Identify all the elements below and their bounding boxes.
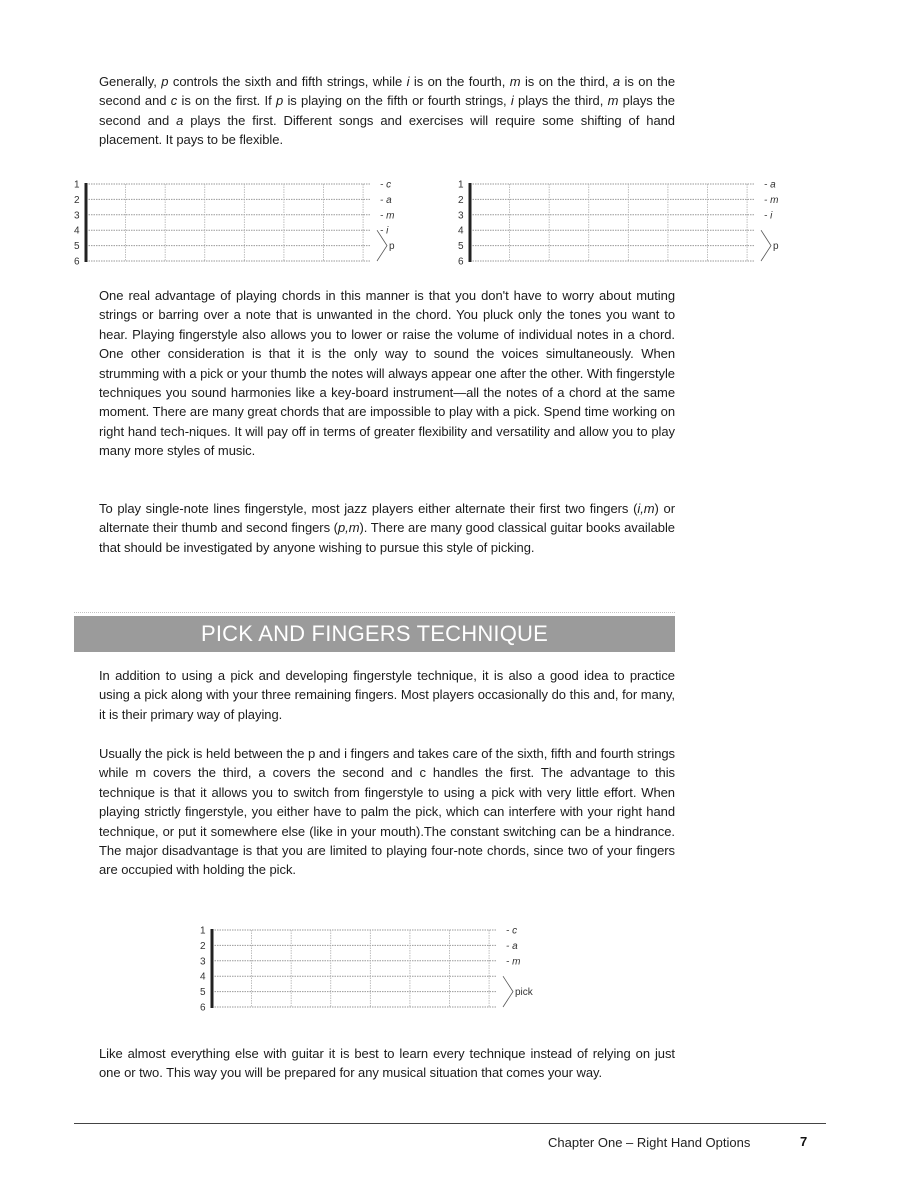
diagram-svg xyxy=(74,176,419,268)
text-span: plays the first. Different songs and exercises will require some shifting of hand placement. It pays to be flexible. xyxy=(99,112,675,148)
footer-rule xyxy=(74,1123,826,1124)
string-diagram-fingers-left xyxy=(74,176,419,268)
string-number: 3 xyxy=(458,210,464,222)
string-number: 1 xyxy=(458,179,464,191)
string-number: 4 xyxy=(74,225,80,237)
thumb-bracket xyxy=(761,230,771,261)
thumb-label: pick xyxy=(515,987,533,999)
paragraph-conclusion: Like almost everything else with guitar it is best to learn every technique instead of relying on just one or two. This way you will be prepared for any musical situation that comes your way. xyxy=(99,1046,675,1081)
text-span: ). There are many good classical guitar books available that should be investigated by anyone wishing to pursue this style of picking. xyxy=(99,520,675,555)
diagram-svg xyxy=(200,922,545,1014)
text-span: To play single-note lines fingerstyle, most jazz players either alternate their first two fingers ( xyxy=(99,501,638,516)
finger-letters: p,m xyxy=(337,520,360,536)
finger-label: - a xyxy=(764,179,776,191)
finger-label: - i xyxy=(764,210,773,222)
thumb-label: p xyxy=(389,241,395,253)
text-span: ) or alternate their thumb and second fingers ( xyxy=(99,501,675,536)
diagram-svg xyxy=(458,176,803,268)
finger-letters: i,m xyxy=(637,501,655,516)
finger-label: - m xyxy=(380,210,395,222)
string-number: 4 xyxy=(458,225,464,237)
thumb-bracket xyxy=(503,976,513,1007)
string-number: 5 xyxy=(74,241,80,253)
finger-letter: i xyxy=(406,74,410,89)
string-diagram-pick xyxy=(200,922,545,1014)
thumb-label: p xyxy=(773,241,779,253)
text-span: is on the first. If xyxy=(177,93,276,109)
string-number: 4 xyxy=(200,971,206,983)
finger-letter: a xyxy=(612,74,621,89)
string-number: 2 xyxy=(458,194,464,206)
finger-letter: p xyxy=(275,93,284,109)
string-number: 1 xyxy=(200,925,206,937)
paragraph-finger-assignment xyxy=(99,72,675,150)
finger-letter: m xyxy=(509,74,521,89)
string-number: 1 xyxy=(74,179,80,191)
footer-chapter-title: Chapter One – Right Hand Options xyxy=(548,1135,751,1150)
page-number: 7 xyxy=(800,1134,808,1149)
string-number: 2 xyxy=(200,940,206,952)
paragraph-pick-intro: In addition to using a pick and developing fingerstyle technique, it is also a good idea to practice using a pick along with your three remaining fingers. Most players occasionally do this and, for many, it is their primary way of playing. xyxy=(99,668,675,722)
string-number: 5 xyxy=(458,241,464,253)
finger-label: - a xyxy=(506,940,518,952)
string-number: 5 xyxy=(200,987,206,999)
string-diagram-fingers-right xyxy=(458,176,803,268)
section-title-banner: PICK AND FINGERS TECHNIQUE xyxy=(74,616,675,652)
paragraph-pick-technique: Usually the pick is held between the p and i fingers and takes care of the sixth, fifth and fourth strings while m covers the third, a covers the second and c handles the first. The advantage to this technique is that it allows you to switch from fingerstyle to using a pick with very little effort. When playing strictly fingerstyle, you either have to palm the pick, which can interfere with your right hand technique, or put it somewhere else (like in your mouth).The constant switching can be a hindrance. The major disadvantage is that you are limited to playing four-note chords, since two of your fingers are occupied with holding the pick. xyxy=(99,746,675,878)
string-number: 6 xyxy=(74,256,80,268)
finger-letter: p xyxy=(161,74,169,89)
finger-label: - m xyxy=(506,956,521,968)
text-span: Generally, xyxy=(99,74,162,89)
text-span: is on the second and xyxy=(99,74,676,109)
text-span: controls the sixth and fifth strings, while xyxy=(168,74,407,89)
string-number: 3 xyxy=(200,956,206,968)
finger-label: - c xyxy=(380,179,392,191)
paragraph-chord-advantage: One real advantage of playing chords in this manner is that you don't have to worry about muting strings or barring over a note that is unwanted in the chord. You pluck only the tones you want to hear. Playing fingerstyle also allows you to lower or raise the volume of individual notes in a chord. One other consideration is that it is the only way to sound the voices simultaneously. When strumming with a pick or your thumb the notes will always appear one after the other. With fingerstyle techniques you sound harmonies like a key-board instrument—all the notes of a chord at the same moment. There are many great chords that are impossible to play with a pick. Spend time working on right hand tech-niques. It will pay off in terms of greater flexibility and versatility and allow you to play many more styles of music. xyxy=(99,288,675,459)
string-number: 6 xyxy=(458,256,464,268)
finger-letter: m xyxy=(607,93,619,109)
finger-label: - m xyxy=(764,194,779,206)
finger-letter: c xyxy=(170,93,178,109)
text-span: is playing on the fifth or fourth strings, xyxy=(283,93,511,109)
finger-letter: a xyxy=(176,112,184,128)
finger-label: - i xyxy=(380,225,389,237)
paragraph-single-note-lines xyxy=(99,499,675,557)
string-number: 6 xyxy=(200,1002,206,1014)
finger-letter: i xyxy=(510,93,514,109)
text-span: plays the second and xyxy=(99,93,675,128)
string-number: 2 xyxy=(74,194,80,206)
finger-label: - a xyxy=(380,194,392,206)
text-span: is on the fourth, xyxy=(409,74,510,89)
text-span: plays the third, xyxy=(513,93,608,109)
string-number: 3 xyxy=(74,210,80,222)
finger-label: - c xyxy=(506,925,518,937)
text-span: is on the third, xyxy=(520,74,613,89)
